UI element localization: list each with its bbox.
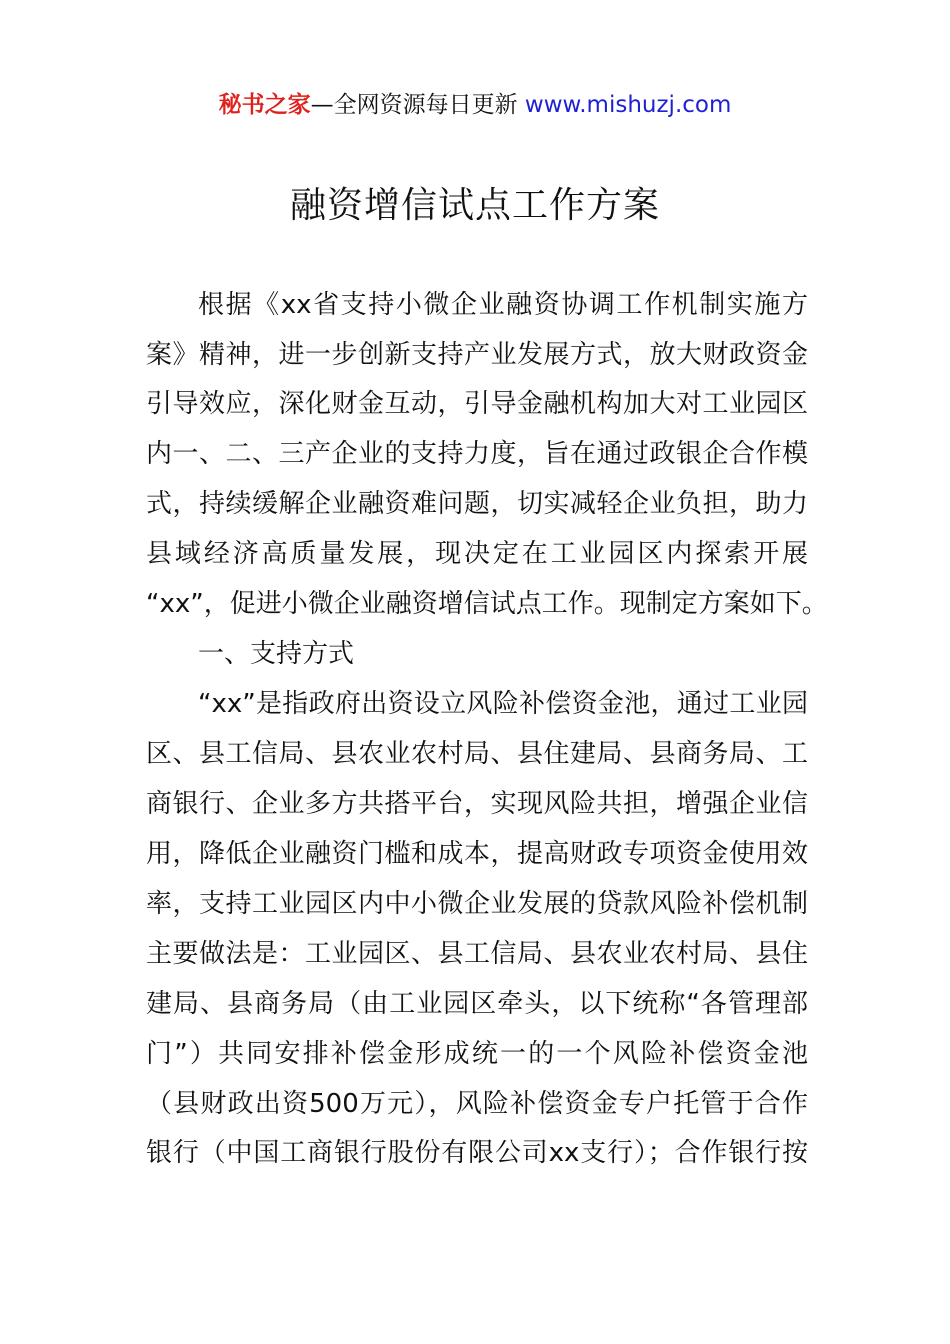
paragraph-1-line: 案》精神，进一步创新支持产业发展方式，放大财政资金 [146, 340, 808, 370]
paragraph-2-line: 区、县工信局、县农业农村局、县住建局、县商务局、工 [146, 739, 808, 769]
paragraph-1-line: 引导效应，深化财金互动，引导金融机构加大对工业园区 [146, 389, 808, 419]
paragraph-2-line: 主要做法是：工业园区、县工信局、县农业农村局、县住 [146, 939, 808, 969]
site-url-link[interactable]: www.mishuzj.com [524, 92, 732, 118]
paragraph-2-line: 建局、县商务局（由工业园区牵头，以下统称“各管理部 [146, 989, 808, 1019]
header-tagline: —全网资源每日更新 [310, 92, 518, 118]
paragraph-1-line: 式，持续缓解企业融资难问题，切实减轻企业负担，助力 [146, 489, 808, 519]
paragraph-2-line: 门”）共同安排补偿金形成统一的一个风险补偿资金池 [146, 1039, 808, 1069]
brand-name: 秘书之家 [218, 92, 311, 118]
paragraph-2-line: 银行（中国工商银行股份有限公司xx支行）；合作银行按 [146, 1138, 808, 1168]
paragraph-2-line: 商银行、企业多方共搭平台，实现风险共担，增强企业信 [146, 789, 808, 819]
section-heading: 一、支持方式 [198, 639, 355, 669]
site-header [0, 88, 950, 122]
paragraph-2-line: 率，支持工业园区内中小微企业发展的贷款风险补偿机制 [146, 889, 808, 919]
paragraph-2-line: “xx”是指政府出资设立风险补偿资金池，通过工业园 [198, 689, 808, 719]
paragraph-1-line: 根据《xx省支持小微企业融资协调工作机制实施方 [198, 290, 808, 320]
paragraph-1-line: 内一、二、三产企业的支持力度，旨在通过政银企合作模 [146, 439, 808, 469]
document-title: 融资增信试点工作方案 [289, 185, 660, 226]
paragraph-1-line: 县域经济高质量发展，现决定在工业园区内探索开展 [146, 539, 808, 569]
paragraph-2-line: （县财政出资500万元），风险补偿资金专户托管于合作 [146, 1089, 808, 1119]
paragraph-1-line: “xx”，促进小微企业融资增信试点工作。现制定方案如下。 [146, 589, 828, 619]
paragraph-2-line: 用，降低企业融资门槛和成本，提高财政专项资金使用效 [146, 839, 808, 869]
